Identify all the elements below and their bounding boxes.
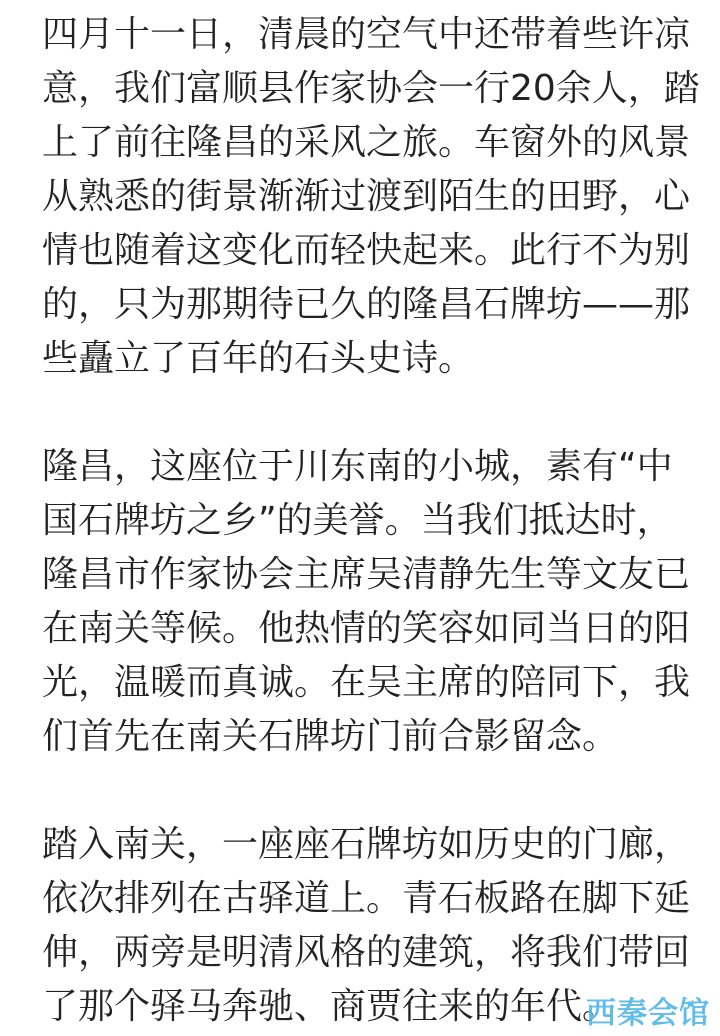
text-line: 从熟悉的街景渐渐过渡到陌生的田野，心 [42,176,691,217]
text-line: 光，温暖而真诚。在吴主席的陪同下，我 [42,662,691,703]
text-line: 隆昌，这座位于川东南的小城，素有“中 [42,446,673,487]
paragraph-spacer [42,386,682,440]
text-line: 上了前往隆昌的采风之旅。车窗外的风景 [42,122,691,163]
text-line: 们首先在南关石牌坊门前合影留念。 [42,716,619,757]
text-line: 意，我们富顺县作家协会一行20余人，踏 [42,68,700,109]
text-line: 伸，两旁是明清风格的建筑，将我们带回 [42,932,691,973]
paragraph-spacer [42,764,682,818]
text-line: 踏入南关，一座座石牌坊如历史的门廊， [42,824,691,865]
article-body [42,8,700,1034]
text-line: 隆昌市作家协会主席吴清静先生等文友已 [42,554,691,595]
text-line: 情也随着这变化而轻快起来。此行不为别 [42,230,691,271]
paragraph-1 [42,8,700,386]
paragraph-2 [42,440,691,764]
text-line: 的，只为那期待已久的隆昌石牌坊——那 [42,284,691,325]
text-line: 些矗立了百年的石头史诗。 [42,338,475,379]
watermark-logo: 西秦会馆 [586,996,710,1031]
text-line: 依次排列在古驿道上。青石板路在脚下延 [42,878,691,919]
text-line: 四月十一日，清晨的空气中还带着些许凉 [42,14,691,55]
text-line: 在南关等候。他热情的笑容如同当日的阳 [42,608,691,649]
text-line: 国石牌坊之乡”的美誉。当我们抵达时， [42,500,673,541]
text-line: 了那个驿马奔驰、商贾往来的年代。 [42,986,619,1027]
